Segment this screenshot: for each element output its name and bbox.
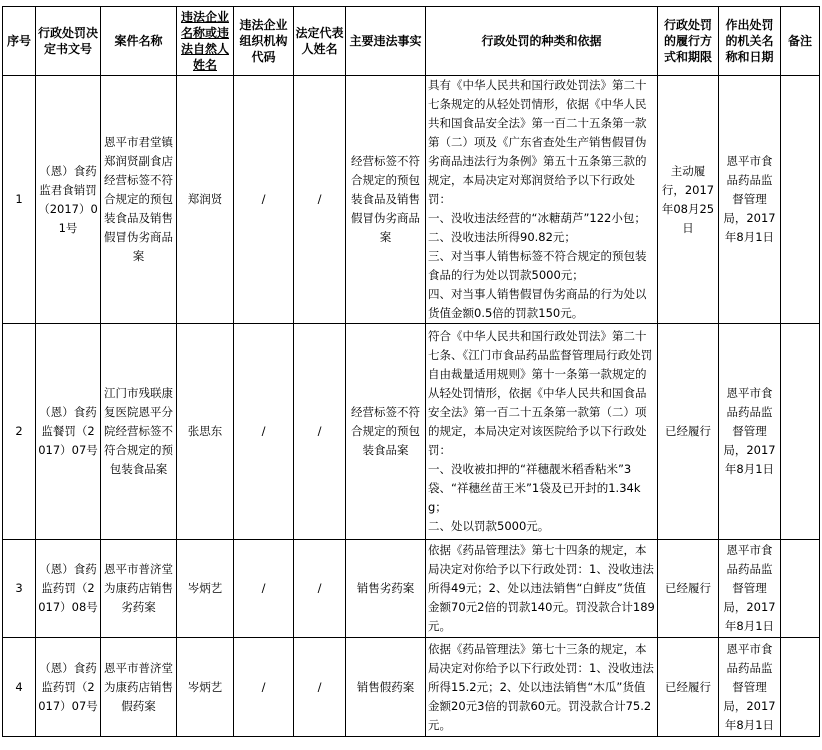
cell-legal-rep: / — [294, 638, 346, 737]
cell-doc-no: （恩）食药监药罚（2017）07号 — [36, 638, 101, 737]
table-row — [3, 76, 820, 324]
penalty-paragraph: 具有《中华人民共和国行政处罚法》第二十七条规定的从轻处罚情形，依据《中华人民共和国食品安全法》第一百二十五条第一款第（二）项及《广东省查处生产销售假冒伪劣商品违法行为条例》第五十五条第三款的规定，本局决定对郑润贤给予以下行政处罚： — [428, 78, 647, 206]
cell-legal-rep: / — [294, 540, 346, 638]
cell-case-name: 恩平市君堂镇郑润贤副食店经营标签不符合规定的预包装食品及销售假冒伪劣商品案 — [101, 76, 177, 324]
penalty-paragraph: 依据《药品管理法》第七十三条的规定，本局决定对你给予以下行政处罚：1、没收违法所得15.2元；2、处以违法销售“木瓜”货值金额20元3倍的罚款60元。罚没款合计75.2元。 — [428, 641, 654, 732]
header-main-facts: 主要违法事实 — [346, 7, 426, 76]
table-row — [3, 324, 820, 540]
header-org-code: 违法企业组织机构代码 — [234, 7, 294, 76]
header-authority-date: 作出处罚的机关名称和日期 — [719, 7, 781, 76]
header-penalty-basis: 行政处罚的种类和依据 — [426, 7, 658, 76]
cell-remark — [781, 324, 820, 540]
cell-party-name: 岑炳艺 — [177, 638, 234, 737]
cell-penalty-basis — [426, 324, 658, 540]
cell-index: 3 — [3, 540, 36, 638]
penalty-item: 四、对当事人销售假冒伪劣商品的行为处以货值金额0.5倍的罚款150元。 — [428, 287, 647, 320]
header-case-name: 案件名称 — [101, 7, 177, 76]
cell-index: 4 — [3, 638, 36, 737]
penalty-paragraph: 符合《中华人民共和国行政处罚法》第二十七条、《江门市食品药品监督管理局行政处罚自由裁量适用规则》第十一条第一款规定的从轻处罚情形，依据《中华人民共和国食品安全法》第一百二十五条第一款第（二）项的规定，本局决定对该医院给予以下行政处罚： — [428, 329, 653, 457]
cell-org-code: / — [234, 540, 294, 638]
penalty-disclosure-table — [2, 6, 820, 737]
cell-party-name: 郑润贤 — [177, 76, 234, 324]
cell-index: 1 — [3, 76, 36, 324]
table-header-row — [3, 7, 820, 76]
cell-party-name: 张思东 — [177, 324, 234, 540]
cell-penalty-basis — [426, 76, 658, 324]
cell-performance: 主动履行，2017年08月25日 — [658, 76, 719, 324]
penalty-item: 一、没收违法经营的“冰糖葫芦”122小包； — [428, 211, 646, 225]
cell-authority-date: 恩平市食品药品监督管理局，2017年8月1日 — [719, 76, 781, 324]
cell-authority-date: 恩平市食品药品监督管理局，2017年8月1日 — [719, 324, 781, 540]
table-row — [3, 638, 820, 737]
cell-remark — [781, 540, 820, 638]
cell-doc-no: （恩）食药监药罚（2017）08号 — [36, 540, 101, 638]
cell-case-name: 江门市残联康复医院恩平分院经营标签不符合规定的预包装食品案 — [101, 324, 177, 540]
cell-case-name: 恩平市普济堂为康药店销售假药案 — [101, 638, 177, 737]
cell-remark — [781, 638, 820, 737]
cell-doc-no: （恩）食药监餐罚（2017）07号 — [36, 324, 101, 540]
cell-performance: 已经履行 — [658, 324, 719, 540]
header-index: 序号 — [3, 7, 36, 76]
cell-performance: 已经履行 — [658, 540, 719, 638]
header-party-name: 违法企业名称或违法自然人姓名 — [177, 7, 234, 76]
penalty-item: 二、没收违法所得90.82元； — [428, 230, 576, 244]
penalty-item: 三、对当事人销售标签不符合规定的预包装食品的行为处以罚款5000元； — [428, 249, 647, 282]
cell-legal-rep: / — [294, 76, 346, 324]
cell-party-name: 岑炳艺 — [177, 540, 234, 638]
cell-org-code: / — [234, 638, 294, 737]
cell-index: 2 — [3, 324, 36, 540]
cell-authority-date: 恩平市食品药品监督管理局，2017年8月1日 — [719, 540, 781, 638]
cell-remark — [781, 76, 820, 324]
cell-main-facts: 销售劣药案 — [346, 540, 426, 638]
cell-penalty-basis — [426, 638, 658, 737]
cell-case-name: 恩平市普济堂为康药店销售劣药案 — [101, 540, 177, 638]
penalty-paragraph: 依据《药品管理法》第七十四条的规定，本局决定对你给予以下行政处罚：1、没收违法所得49元；2、处以违法销售“白鲜皮”货值金额70元2倍的罚款140元。罚没款合计189元。 — [428, 543, 655, 633]
cell-legal-rep: / — [294, 324, 346, 540]
cell-main-facts: 经营标签不符合规定的预包装食品案 — [346, 324, 426, 540]
cell-main-facts: 销售假药案 — [346, 638, 426, 737]
cell-org-code: / — [234, 324, 294, 540]
header-remark: 备注 — [781, 7, 820, 76]
cell-main-facts: 经营标签不符合规定的预包装食品及销售假冒伪劣商品案 — [346, 76, 426, 324]
cell-performance: 已经履行 — [658, 638, 719, 737]
table-row — [3, 540, 820, 638]
header-performance: 行政处罚的履行方式和期限 — [658, 7, 719, 76]
header-doc-no: 行政处罚决定书文号 — [36, 7, 101, 76]
cell-authority-date: 恩平市食品药品监督管理局，2017年8月1日 — [719, 638, 781, 737]
penalty-item: 一、没收被扣押的“祥穗靓米稻香粘米”3袋、“祥穗丝苗王米”1袋及已开封的1.34kg； — [428, 462, 641, 514]
header-legal-rep: 法定代表人姓名 — [294, 7, 346, 76]
cell-penalty-basis — [426, 540, 658, 638]
cell-doc-no: （恩）食药监君食销罚（2017）01号 — [36, 76, 101, 324]
penalty-item: 二、处以罚款5000元。 — [428, 519, 550, 533]
cell-org-code: / — [234, 76, 294, 324]
